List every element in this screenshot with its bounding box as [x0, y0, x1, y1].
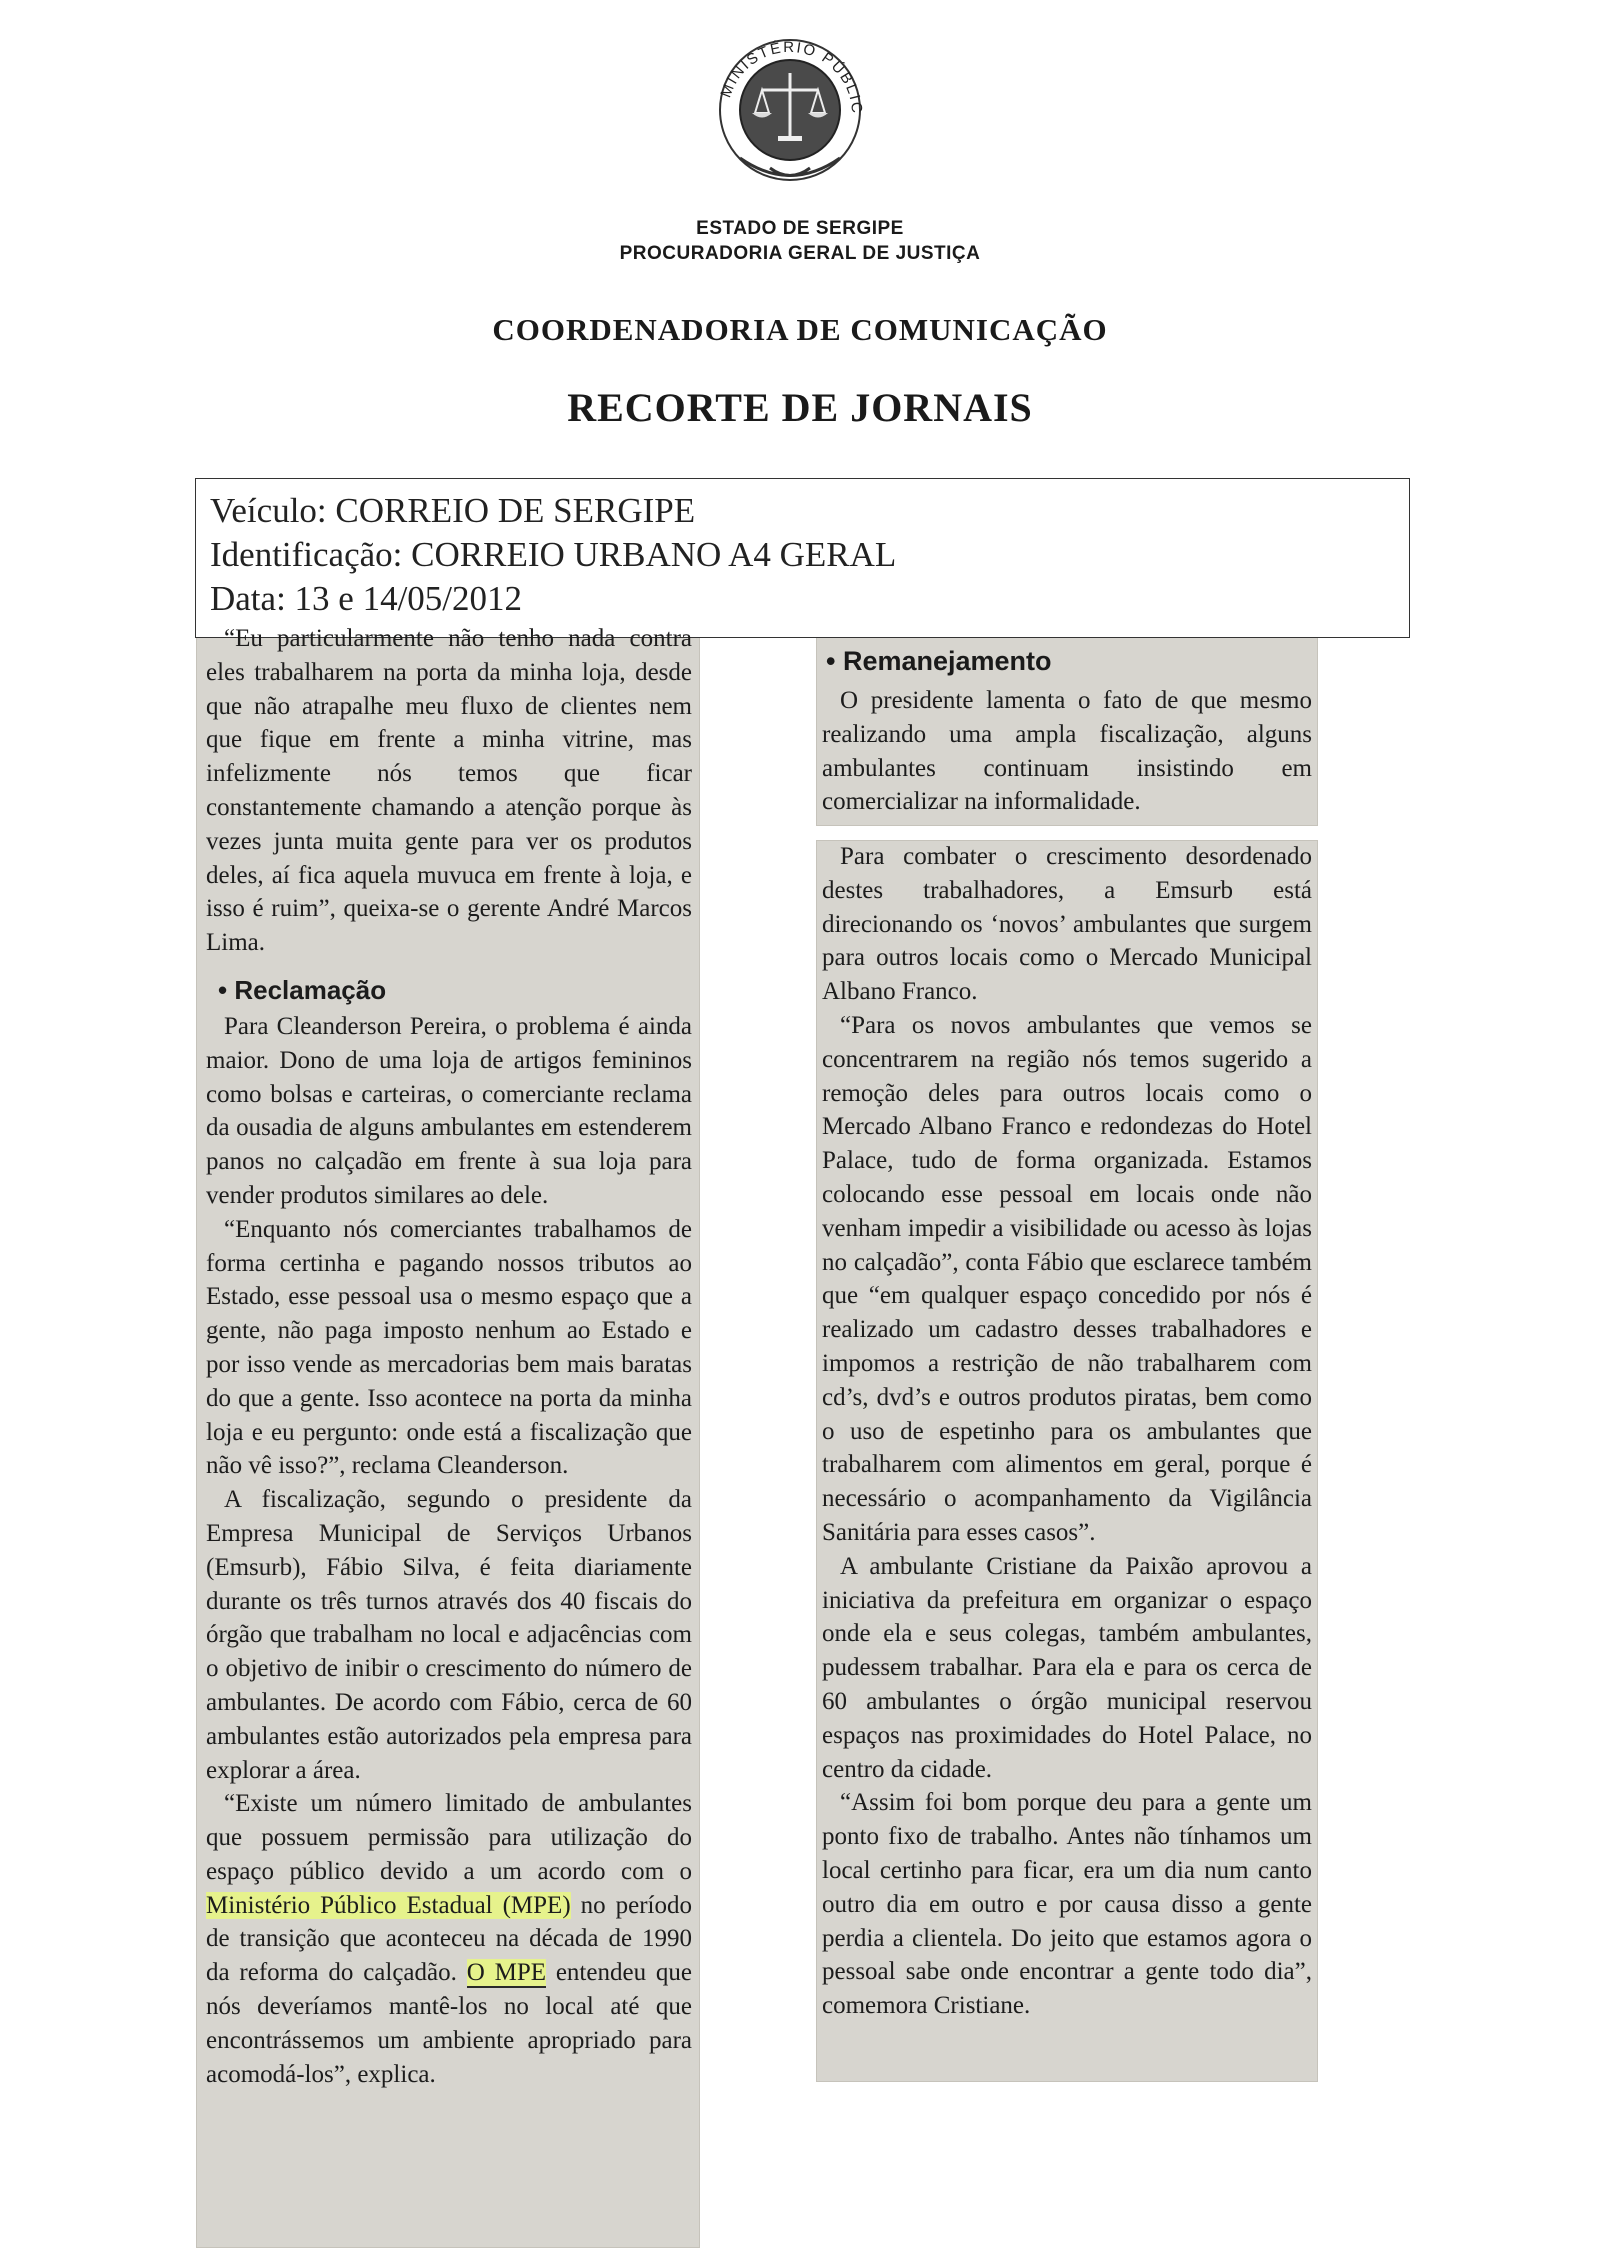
article-right-column: [822, 840, 1312, 2023]
veiculo-line: Veículo: CORREIO DE SERGIPE: [210, 491, 696, 530]
department-title: COORDENADORIA DE COMUNICAÇÃO: [492, 312, 1108, 347]
highlighted-text: Ministério Público Estadual (MPE): [206, 1891, 571, 1919]
article-left-column: [206, 622, 692, 2091]
page-title: RECORTE DE JORNAIS: [567, 385, 1033, 430]
metadata-box: [195, 478, 1410, 638]
article-paragraph: “Eu particularmente não tenho nada contra eles trabalharem na porta da minha loja, desde que não atrapalhe meu fluxo de clientes nem que fique em frente a minha vitrine, mas infelizmente nós temos que ficar constantemente chamando a atenção porque às vezes junta muita gente para ver os produtos deles, aí fica aquela muvuca em frente à loja, e isso é ruim”, queixa-se o gerente André Marcos Lima.: [206, 625, 692, 957]
article-right-top: [822, 684, 1312, 819]
article-paragraph: “Para os novos ambulantes que vemos se concentrarem na região nós temos sugerido a remoção deles para outros locais como o Mercado Albano Franco e redondezas do Hotel Palace, tudo de forma organizada. Estamos colocando esse pessoal em locais onde não venham impedir a visibilidade ou acesso às lojas no calçadão”, conta Fábio que esclarece também que “em qualquer espaço concedido por nós é realizado um cadastro desses trabalhadores e impomos a restrição de não trabalharem com cd’s, dvd’s e outros produtos piratas, bem como o uso de espetinho para os ambulantes que trabalharem com alimentos em geral, porque é necessário o acompanhamento da Vigilância Sanitária para esses casos”.: [822, 1011, 1312, 1546]
scales-of-justice-seal-icon: [700, 18, 880, 198]
text-span: entendeu que nós deveríamos mantê-los no local até que encontrássemos um ambiente apropriado para acomodá-los”, explica.: [206, 1959, 692, 2088]
subhead-reclamacao: • Reclamação: [218, 974, 387, 1005]
article-paragraph: “Assim foi bom porque deu para a gente um ponto fixo de trabalho. Antes não tínhamos um local certinho para ficar, era um dia num canto outro dia em outro e por causa disso a gente perdia a clientela. Do jeito que estamos agora o pessoal sabe onde encontrar a gente todo dia”, comemora Cristiane.: [822, 1789, 1312, 2020]
identificacao-line: Identificação: CORREIO URBANO A4 GERAL: [210, 535, 897, 574]
article-paragraph-mpe: [206, 1787, 692, 2091]
article-paragraph: Para Cleanderson Pereira, o problema é ainda maior. Dono de uma loja de artigos femininos como bolsas e carteiras, o comerciante reclama da ousadia de alguns ambulantes em estenderem panos no calçadão em frente à sua loja para vender produtos similares ao dele.: [206, 1012, 692, 1209]
article-paragraph: A fiscalização, segundo o presidente da Empresa Municipal de Serviços Urbanos (Emsurb), Fábio Silva, é feita diariamente durante os três turnos através dos 40 fiscais do órgão que trabalham no local e adjacências com o objetivo de inibir o crescimento do número de ambulantes. De acordo com Fábio, cerca de 60 ambulantes estão autorizados pela empresa para explorar a área.: [206, 1486, 692, 1784]
data-line: Data: 13 e 14/05/2012: [210, 579, 523, 618]
article-paragraph: O presidente lamenta o fato de que mesmo realizando uma ampla fiscalização, alguns ambulantes continuam insistindo em comercializar na informalidade.: [822, 687, 1312, 816]
article-paragraph: A ambulante Cristiane da Paixão aprovou a iniciativa da prefeitura em organizar o espaço onde ela e seus colegas, também ambulantes, pudessem trabalhar. Para ela e para os cerca de 60 ambulantes o órgão municipal reservou espaços nas proximidades do Hotel Palace, no centro da cidade.: [822, 1552, 1312, 1783]
article-paragraph: “Enquanto nós comerciantes trabalhamos de forma certinha e pagando nossos tributos ao Estado, esse pessoal usa o mesmo espaço que a gente, não paga imposto nenhum ao Estado e por isso vende as mercadorias bem mais baratas do que a gente. Isso acontece na porta da minha loja e eu pergunto: onde está a fiscalização que não vê isso?”, reclama Cleanderson.: [206, 1215, 692, 1480]
text-span: “Existe um número limitado de ambulantes que possuem permissão para utilização do espaço público devido a um acordo com o: [206, 1790, 692, 1885]
ministerio-publico-seal: [700, 18, 880, 198]
subhead-remanejamento: • Remanejamento: [826, 646, 1052, 676]
org-line-1: ESTADO DE SERGIPE: [696, 218, 904, 239]
org-line-2: PROCURADORIA GERAL DE JUSTIÇA: [619, 243, 981, 264]
article-paragraph: Para combater o crescimento desordenado destes trabalhadores, a Emsurb está direcionando os ‘novos’ ambulantes que surgem para outros locais como o Mercado Municipal Albano Franco.: [822, 843, 1312, 1006]
text-span: no período de transição que aconteceu na década de 1990 da reforma do calçadão.: [206, 1891, 692, 1987]
seal-ring-text: MINISTÉRIO PÚBLIC: [717, 38, 866, 116]
highlighted-text: O MPE: [466, 1959, 546, 1987]
